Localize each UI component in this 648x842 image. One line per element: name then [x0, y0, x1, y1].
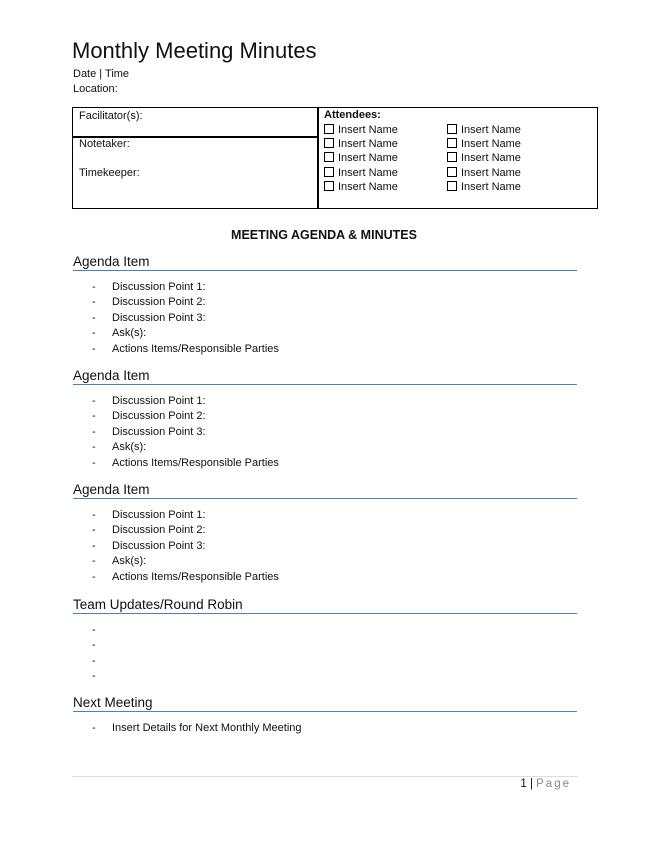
attendee-name: Insert Name — [461, 138, 521, 150]
bullet-dash: - — [92, 327, 96, 340]
roles-attendees-table — [72, 107, 598, 209]
attendee-name: Insert Name — [461, 124, 521, 136]
bullet-dash: - — [92, 524, 96, 537]
document-title: Monthly Meeting Minutes — [72, 38, 317, 63]
attendee-name: Insert Name — [338, 138, 398, 150]
bullet-dash: - — [92, 395, 96, 407]
list-item: Ask(s): — [112, 555, 147, 568]
attendee-checkbox[interactable] — [324, 181, 398, 193]
list-item: Discussion Point 3: — [112, 539, 206, 552]
facilitator-label: Facilitator(s): — [79, 110, 143, 122]
date-time: Date | Time — [73, 68, 130, 80]
checkbox-icon[interactable] — [324, 152, 334, 162]
checkbox-icon[interactable] — [447, 167, 457, 177]
checkbox-icon[interactable] — [447, 124, 457, 134]
page-footer — [520, 778, 571, 790]
list-item: Actions Items/Responsible Parties — [112, 570, 279, 583]
page-number: 1 — [520, 778, 527, 790]
bullet-dash: - — [92, 639, 96, 652]
location: Location: — [73, 83, 118, 95]
checkbox-icon[interactable] — [324, 124, 334, 134]
list-item: Discussion Point 1: — [112, 509, 206, 521]
list-item: Ask(s): — [112, 327, 147, 340]
bullet-dash: - — [92, 722, 96, 734]
bullet-dash: - — [92, 296, 96, 309]
bullet-dash: - — [92, 539, 96, 552]
list-item: Discussion Point 2: — [112, 524, 206, 537]
list-item: Discussion Point 3: — [112, 425, 206, 438]
page-label: Page — [536, 778, 571, 790]
attendee-name: Insert Name — [461, 152, 521, 164]
bullet-dash: - — [92, 509, 96, 521]
attendees-label: Attendees: — [324, 109, 381, 121]
attendee-checkbox[interactable] — [324, 152, 398, 164]
footer-separator: | — [526, 778, 537, 790]
bullet-dash: - — [92, 342, 96, 355]
section-heading: Agenda Item — [73, 254, 577, 271]
bullet-dash: - — [92, 456, 96, 469]
timekeeper-label: Timekeeper: — [79, 167, 140, 179]
attendee-checkbox[interactable] — [447, 152, 521, 164]
bullet-dash: - — [92, 670, 96, 683]
bullet-dash: - — [92, 281, 96, 293]
bullet-dash: - — [92, 441, 96, 454]
section-heading: Agenda Item — [73, 368, 577, 385]
list-item: Discussion Point 3: — [112, 311, 206, 324]
bullet-dash: - — [92, 570, 96, 583]
list-item: Actions Items/Responsible Parties — [112, 456, 279, 469]
section-heading: Agenda Item — [73, 482, 577, 499]
agenda-heading: MEETING AGENDA & MINUTES — [231, 228, 417, 242]
attendee-name: Insert Name — [338, 152, 398, 164]
attendee-name: Insert Name — [461, 167, 521, 179]
list-item: Actions Items/Responsible Parties — [112, 342, 279, 355]
notetaker-label: Notetaker: — [79, 138, 130, 150]
attendee-name: Insert Name — [338, 124, 398, 136]
bullet-dash: - — [92, 654, 96, 667]
list-item: Discussion Point 1: — [112, 395, 206, 407]
table-divider — [317, 108, 319, 208]
bullet-dash: - — [92, 410, 96, 423]
section-heading: Next Meeting — [73, 695, 577, 712]
attendee-name: Insert Name — [338, 181, 398, 193]
bullet-dash: - — [92, 555, 96, 568]
attendee-checkbox[interactable] — [447, 124, 521, 136]
list-item: Discussion Point 1: — [112, 281, 206, 293]
attendee-name: Insert Name — [338, 167, 398, 179]
attendee-checkbox[interactable] — [447, 167, 521, 179]
attendee-checkbox[interactable] — [447, 181, 521, 193]
footer-divider — [72, 776, 578, 777]
checkbox-icon[interactable] — [324, 181, 334, 191]
checkbox-icon[interactable] — [324, 167, 334, 177]
bullet-dash: - — [92, 425, 96, 438]
attendee-name: Insert Name — [461, 181, 521, 193]
attendee-checkbox[interactable] — [324, 138, 398, 150]
list-item: Insert Details for Next Monthly Meeting — [112, 722, 302, 734]
list-item: Discussion Point 2: — [112, 410, 206, 423]
section-heading: Team Updates/Round Robin — [73, 597, 577, 614]
checkbox-icon[interactable] — [447, 152, 457, 162]
attendee-checkbox[interactable] — [447, 138, 521, 150]
checkbox-icon[interactable] — [447, 181, 457, 191]
checkbox-icon[interactable] — [324, 138, 334, 148]
list-item: Ask(s): — [112, 441, 147, 454]
bullet-dash: - — [92, 624, 96, 636]
checkbox-icon[interactable] — [447, 138, 457, 148]
attendee-checkbox[interactable] — [324, 124, 398, 136]
list-item: Discussion Point 2: — [112, 296, 206, 309]
attendee-checkbox[interactable] — [324, 167, 398, 179]
bullet-dash: - — [92, 311, 96, 324]
